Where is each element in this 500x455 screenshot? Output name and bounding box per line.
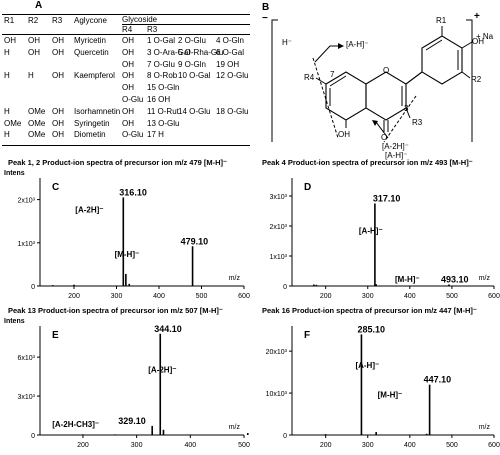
cell-r4: OH — [122, 59, 134, 69]
y-tick-label: 2x10³ — [269, 224, 287, 231]
intensity-label: Intens — [4, 170, 25, 177]
cell-aglycone: Quercetin — [74, 47, 109, 57]
cell-glycoside: 9 O-Gln — [178, 59, 207, 69]
label-ring-o: O — [383, 66, 390, 75]
header-r1: R1 — [4, 16, 15, 25]
table-row — [2, 107, 250, 118]
cell-glycoside: 7 O-Glu — [147, 59, 176, 69]
y-tick-label: 6x10³ — [17, 355, 35, 363]
label-r2: R2 — [471, 75, 482, 84]
x-tick-label: 400 — [403, 293, 416, 300]
header-r4: R4 — [122, 25, 133, 34]
x-tick-label: 300 — [110, 293, 123, 300]
x-unit-label: m/z — [478, 424, 490, 431]
x-tick-label: 400 — [403, 442, 416, 449]
bracket-minus: − — [262, 13, 268, 24]
panel-letter: D — [304, 182, 312, 193]
label-a-2h: [A-2H]⁻ — [382, 142, 409, 151]
ring-b-double-1 — [426, 40, 442, 50]
cell-r4: OH — [122, 36, 134, 45]
label-a-h-top: [A-H]⁻ — [346, 40, 369, 49]
cell-r2: OMe — [28, 106, 46, 116]
label-na: + Na — [476, 32, 494, 41]
glycoside-underline — [122, 24, 250, 25]
y-tick-label: 3x10³ — [269, 194, 287, 201]
bond-b-r2 — [462, 72, 470, 78]
cell-r4: OH — [122, 118, 134, 128]
peak-mz-label: 285.10 — [357, 324, 385, 335]
spectrum-title: Peak 1, 2 Product-ion spectra of precursor ion m/z 479 [M-H]⁻ — [8, 158, 228, 167]
peak-mz-label: 316.10 — [119, 187, 147, 198]
spectrum-title: Peak 13 Product-ion spectra of precursor ion m/z 507 [M-H]⁻ — [8, 306, 223, 315]
table-row — [2, 119, 250, 130]
cell-r4: O-Glu — [122, 95, 144, 104]
x-tick-label: 600 — [238, 293, 250, 300]
arrow-a-h-top-head — [338, 43, 344, 49]
table-row — [2, 48, 250, 59]
panel-letter: C — [52, 182, 60, 193]
peak-ion-label: [M-H]⁻ — [394, 275, 420, 284]
cell-r1: H — [4, 71, 10, 81]
y-tick-label: 3x10³ — [17, 394, 35, 402]
x-tick-label: 200 — [68, 293, 80, 300]
peak-ion-label: [A-2H]⁻ — [75, 205, 104, 215]
peak-mz-label: 447.10 — [423, 374, 452, 385]
cell-r3: OH — [52, 36, 64, 45]
cell-r3: OH — [52, 118, 64, 128]
cell-aglycone: Isorhamnetin — [74, 106, 121, 116]
cell-r4: OH — [122, 83, 134, 93]
header-r2: R2 — [28, 16, 39, 25]
spectrum-plot — [0, 306, 250, 455]
bond-c2-b — [406, 72, 422, 84]
table-bottom-rule — [2, 145, 250, 146]
header-r3: R3 — [52, 16, 63, 25]
cell-glycoside: 19 OH — [216, 59, 240, 69]
header-r3b: R3 — [147, 25, 158, 34]
cell-glycoside: 12 O-Glu — [216, 71, 249, 81]
cell-r4: OH — [122, 71, 134, 81]
x-tick-label: 500 — [446, 293, 458, 300]
cell-glycoside: 2 O-Glu — [178, 36, 207, 45]
label-position-7: 7 — [330, 70, 335, 79]
cell-aglycone: Kaempferol — [74, 71, 115, 81]
cell-r4: OH — [122, 106, 134, 116]
peak-mz-label: 344.10 — [154, 323, 182, 334]
cell-glycoside: 1 O-Gal — [147, 36, 176, 45]
cell-glycoside: 17 H — [147, 130, 164, 140]
cell-glycoside: 8 O-Rob — [147, 71, 178, 81]
spectrum-plot — [252, 158, 500, 306]
arrow-a-h-top — [315, 46, 338, 62]
x-tick-label: 300 — [361, 442, 374, 449]
panel-letter: E — [52, 330, 59, 341]
x-tick-label: 500 — [195, 293, 208, 300]
label-oh-5: OH — [338, 130, 350, 139]
x-tick-label: 500 — [238, 442, 250, 449]
peak-mz-label: 479.10 — [180, 236, 209, 247]
label-r1: R1 — [436, 16, 447, 25]
ring-a — [326, 72, 366, 120]
cell-r3: OH — [52, 106, 64, 116]
spectrum-title: Peak 4 Product-ion spectra of precursor ion m/z 493 [M-H]⁻ — [262, 158, 473, 167]
x-unit-label: m/z — [228, 424, 240, 431]
cell-r1: H — [4, 130, 10, 140]
table-row — [2, 130, 250, 141]
y-tick-label: 1x10³ — [17, 240, 35, 248]
cell-r1: OH — [4, 36, 16, 45]
y-tick-label: 1x10³ — [269, 254, 287, 261]
x-tick-label: 300 — [361, 293, 374, 300]
x-tick-label: 600 — [488, 293, 500, 300]
x-tick-label: 600 — [488, 442, 500, 449]
y-tick-label: 0 — [31, 433, 35, 440]
table-row — [2, 95, 250, 106]
cell-r4: O-Glu — [122, 130, 144, 140]
cell-r1: H — [4, 47, 10, 57]
cell-r3: OH — [52, 130, 64, 140]
cell-glycoside: 16 OH — [147, 95, 171, 104]
cell-r1: OMe — [4, 118, 22, 128]
spectrum-title: Peak 16 Product-ion spectra of precursor ion m/z 447 [M-H]⁻ — [262, 306, 477, 315]
peak-ion-label: [M-H]⁻ — [114, 250, 140, 260]
table-head-rule — [2, 34, 250, 35]
y-tick-label: 2x10³ — [17, 197, 35, 205]
cell-r2: OMe — [28, 130, 46, 140]
x-tick-label: 300 — [130, 442, 143, 449]
x-tick-label: 200 — [77, 442, 89, 449]
label-oh-b: OH — [472, 37, 484, 46]
x-tick-label: 500 — [446, 442, 458, 449]
spectrum-panel-d — [252, 158, 500, 306]
label-position-3: 3 — [404, 104, 409, 113]
spectrum-panel-f — [252, 306, 500, 455]
cell-glycoside: 13 O-Glu — [147, 118, 180, 128]
y-tick-label: 0 — [283, 433, 287, 440]
ring-c — [366, 72, 409, 120]
cell-glycoside: 6 O-Gal — [216, 47, 245, 57]
flavonoid-structure — [258, 2, 498, 152]
cell-glycoside: 14 O-Glu — [178, 106, 211, 116]
cell-aglycone: Diometin — [74, 130, 106, 140]
table-row — [2, 71, 250, 82]
peak-mz-label: 329.10 — [118, 415, 146, 426]
header-glycoside: Glycoside — [122, 15, 158, 24]
spectrum-panel-c — [0, 158, 250, 306]
table-row — [2, 60, 250, 71]
x-tick-label: 400 — [184, 442, 197, 449]
label-a-h-bottom: [A-H]⁻ — [385, 151, 408, 160]
peak-ion-label: [A-H]⁻ — [355, 360, 380, 370]
spectrum-plot — [0, 158, 250, 306]
panel-letter: F — [304, 330, 311, 341]
x-tick-label: 200 — [319, 293, 332, 300]
cell-glycoside: 4 O-Gln — [216, 36, 245, 45]
cell-aglycone: Syringetin — [74, 118, 110, 128]
peak-mz-label: 317.10 — [372, 193, 401, 204]
peak-ion-label: [A-2H-CH3]⁻ — [52, 420, 100, 430]
label-h-minus: H⁻ — [282, 38, 292, 47]
cell-glycoside: 10 O-Gal — [178, 71, 211, 81]
intensity-label: Intens — [4, 318, 25, 325]
y-tick-label: 20x10³ — [265, 349, 287, 357]
bracket-left — [272, 20, 278, 142]
cell-r1: H — [4, 106, 10, 116]
spectrum-plot — [252, 306, 500, 455]
x-tick-label: 400 — [153, 293, 165, 300]
cell-aglycone: Myricetin — [74, 36, 107, 45]
ring-b — [422, 36, 462, 84]
panel-a-letter: A — [35, 0, 43, 11]
panel-a-table — [2, 14, 250, 146]
peak-mz-label: 493.10 — [440, 274, 469, 285]
x-unit-label: m/z — [228, 275, 240, 282]
label-r4: R4 — [304, 73, 315, 82]
y-tick-label: 0 — [283, 284, 287, 291]
peak-ion-label: [A-H]⁻ — [358, 226, 383, 236]
peak-ion-label: [A-2H]⁻ — [148, 365, 177, 375]
cell-glycoside: 11 O-Rut — [147, 106, 179, 116]
cell-glycoside: 18 O-Glu — [216, 106, 249, 116]
cell-r3: OH — [52, 47, 64, 57]
peak-ion-label: [M-H]⁻ — [377, 390, 403, 400]
x-unit-label: m/z — [478, 275, 490, 282]
spectrum-panel-e — [0, 306, 250, 455]
cell-r3: OH — [52, 71, 64, 81]
cell-r4: OH — [122, 47, 134, 57]
table-row — [2, 36, 250, 47]
table-row — [2, 83, 250, 94]
cell-glycoside: 5 O-Rha-Glu — [178, 47, 224, 57]
cell-r2: OH — [28, 47, 40, 57]
cell-glycoside: 15 O-Gln — [147, 83, 180, 93]
cell-glycoside: 3 O-Ara-Gal — [147, 47, 191, 57]
cell-r2: OH — [28, 36, 40, 45]
panel-b-letter: B — [262, 2, 270, 13]
y-tick-label: 0 — [31, 284, 35, 291]
bond-b-oh — [462, 42, 472, 48]
cell-r2: H — [28, 71, 34, 81]
label-r3: R3 — [412, 118, 423, 127]
cell-r2: OMe — [28, 118, 46, 128]
y-tick-label: 10x10³ — [265, 391, 287, 399]
label-carbonyl-o: O — [381, 133, 388, 142]
x-tick-label: 200 — [319, 442, 332, 449]
header-aglycone: Aglycone — [74, 16, 107, 25]
bracket-plus: + — [474, 11, 480, 22]
